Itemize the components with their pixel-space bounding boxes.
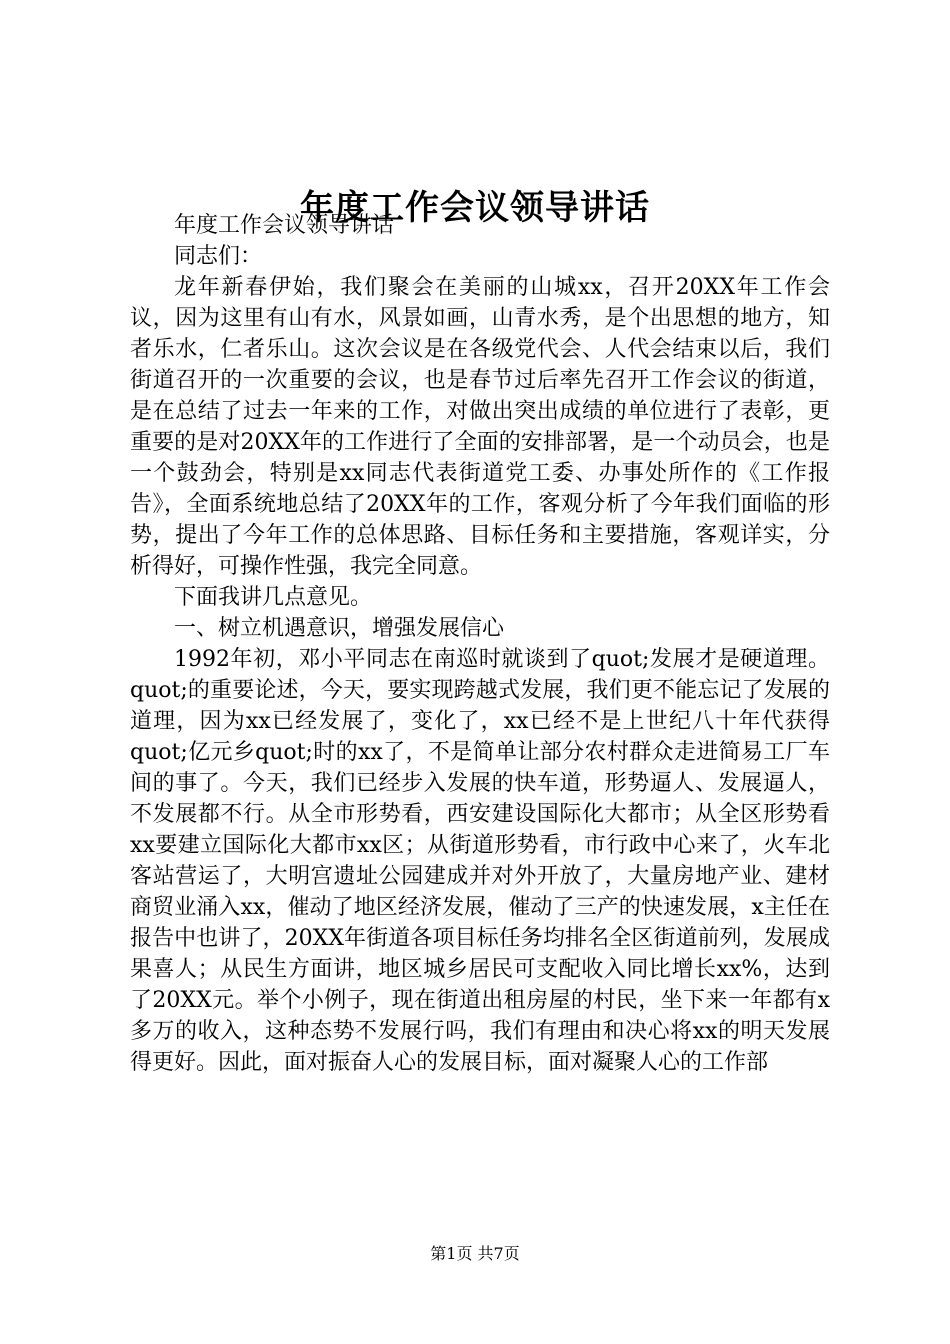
body-paragraph-transition: 下面我讲几点意见。 xyxy=(174,585,373,610)
body-paragraph-section-1: 1992年初，邓小平同志在南巡时就谈到了quot;发展才是硬道理。quot;的重要论述，今天，要实现跨越式发展，我们更不能忘记了发展的道理，因为xx已经发展了，变化了，xx已经不是上世纪八十年代获得quot;亿元乡quot;时的xx了，不是简单让部分农村群众走进简易工厂车间的事了。今天，我们已经步入发展的快车道，形势逼人、发展逼人，不发展都不行。从全市形势看，西安建设国际化大都市；从全区形势看xx要建立国际化大都市xx区；从街道形势看，市行政中心来了，火车北客站营运了，大明宫遗址公园建成并对外开放了，大量房地产业、建材商贸业涌入xx，催动了地区经济发展，催动了三产的快速发展，x主任在报告中也讲了，20XX年街道各项目标任务均排名全区街道前列，发展成果喜人；从民生方面讲，地区城乡居民可支配收入同比增长xx%，达到了20XX元。举个小例子，现在街道出租房屋的村民，坐下来一年都有x多万的收入，这种态势不发展行吗，我们有理由和决心将xx的明天发展得更好。因此，面对振奋人心的发展目标，面对凝聚人心的工作部 xyxy=(130,647,830,1075)
body-paragraph-salutation: 同志们： xyxy=(174,244,263,269)
page-number-footer: 第1页 共7页 xyxy=(430,1244,520,1263)
body-paragraph-heading: 年度工作会议领导讲话 xyxy=(174,213,395,238)
document-title: 年度工作会议领导讲话 xyxy=(300,188,650,228)
section-heading-1: 一、树立机遇意识，增强发展信心 xyxy=(174,616,505,641)
body-paragraph-opening: 龙年新春伊始，我们聚会在美丽的山城xx，召开20XX年工作会议，因为这里有山有水，风景如画，山青水秀，是个出思想的地方，知者乐水，仁者乐山。这次会议是在各级党代会、人代会结束以后，我们街道召开的一次重要的会议，也是春节过后率先召开工作会议的街道，是在总结了过去一年来的工作，对做出突出成绩的单位进行了表彰，更重要的是对20XX年的工作进行了全面的安排部署，是一个动员会，也是一个鼓劲会，特别是xx同志代表街道党工委、办事处所作的《工作报告》，全面系统地总结了20XX年的工作，客观分析了今年我们面临的形势，提出了今年工作的总体思路、目标任务和主要措施，客观详实，分析得好，可操作性强，我完全同意。 xyxy=(130,275,830,579)
document-body xyxy=(130,210,830,1078)
